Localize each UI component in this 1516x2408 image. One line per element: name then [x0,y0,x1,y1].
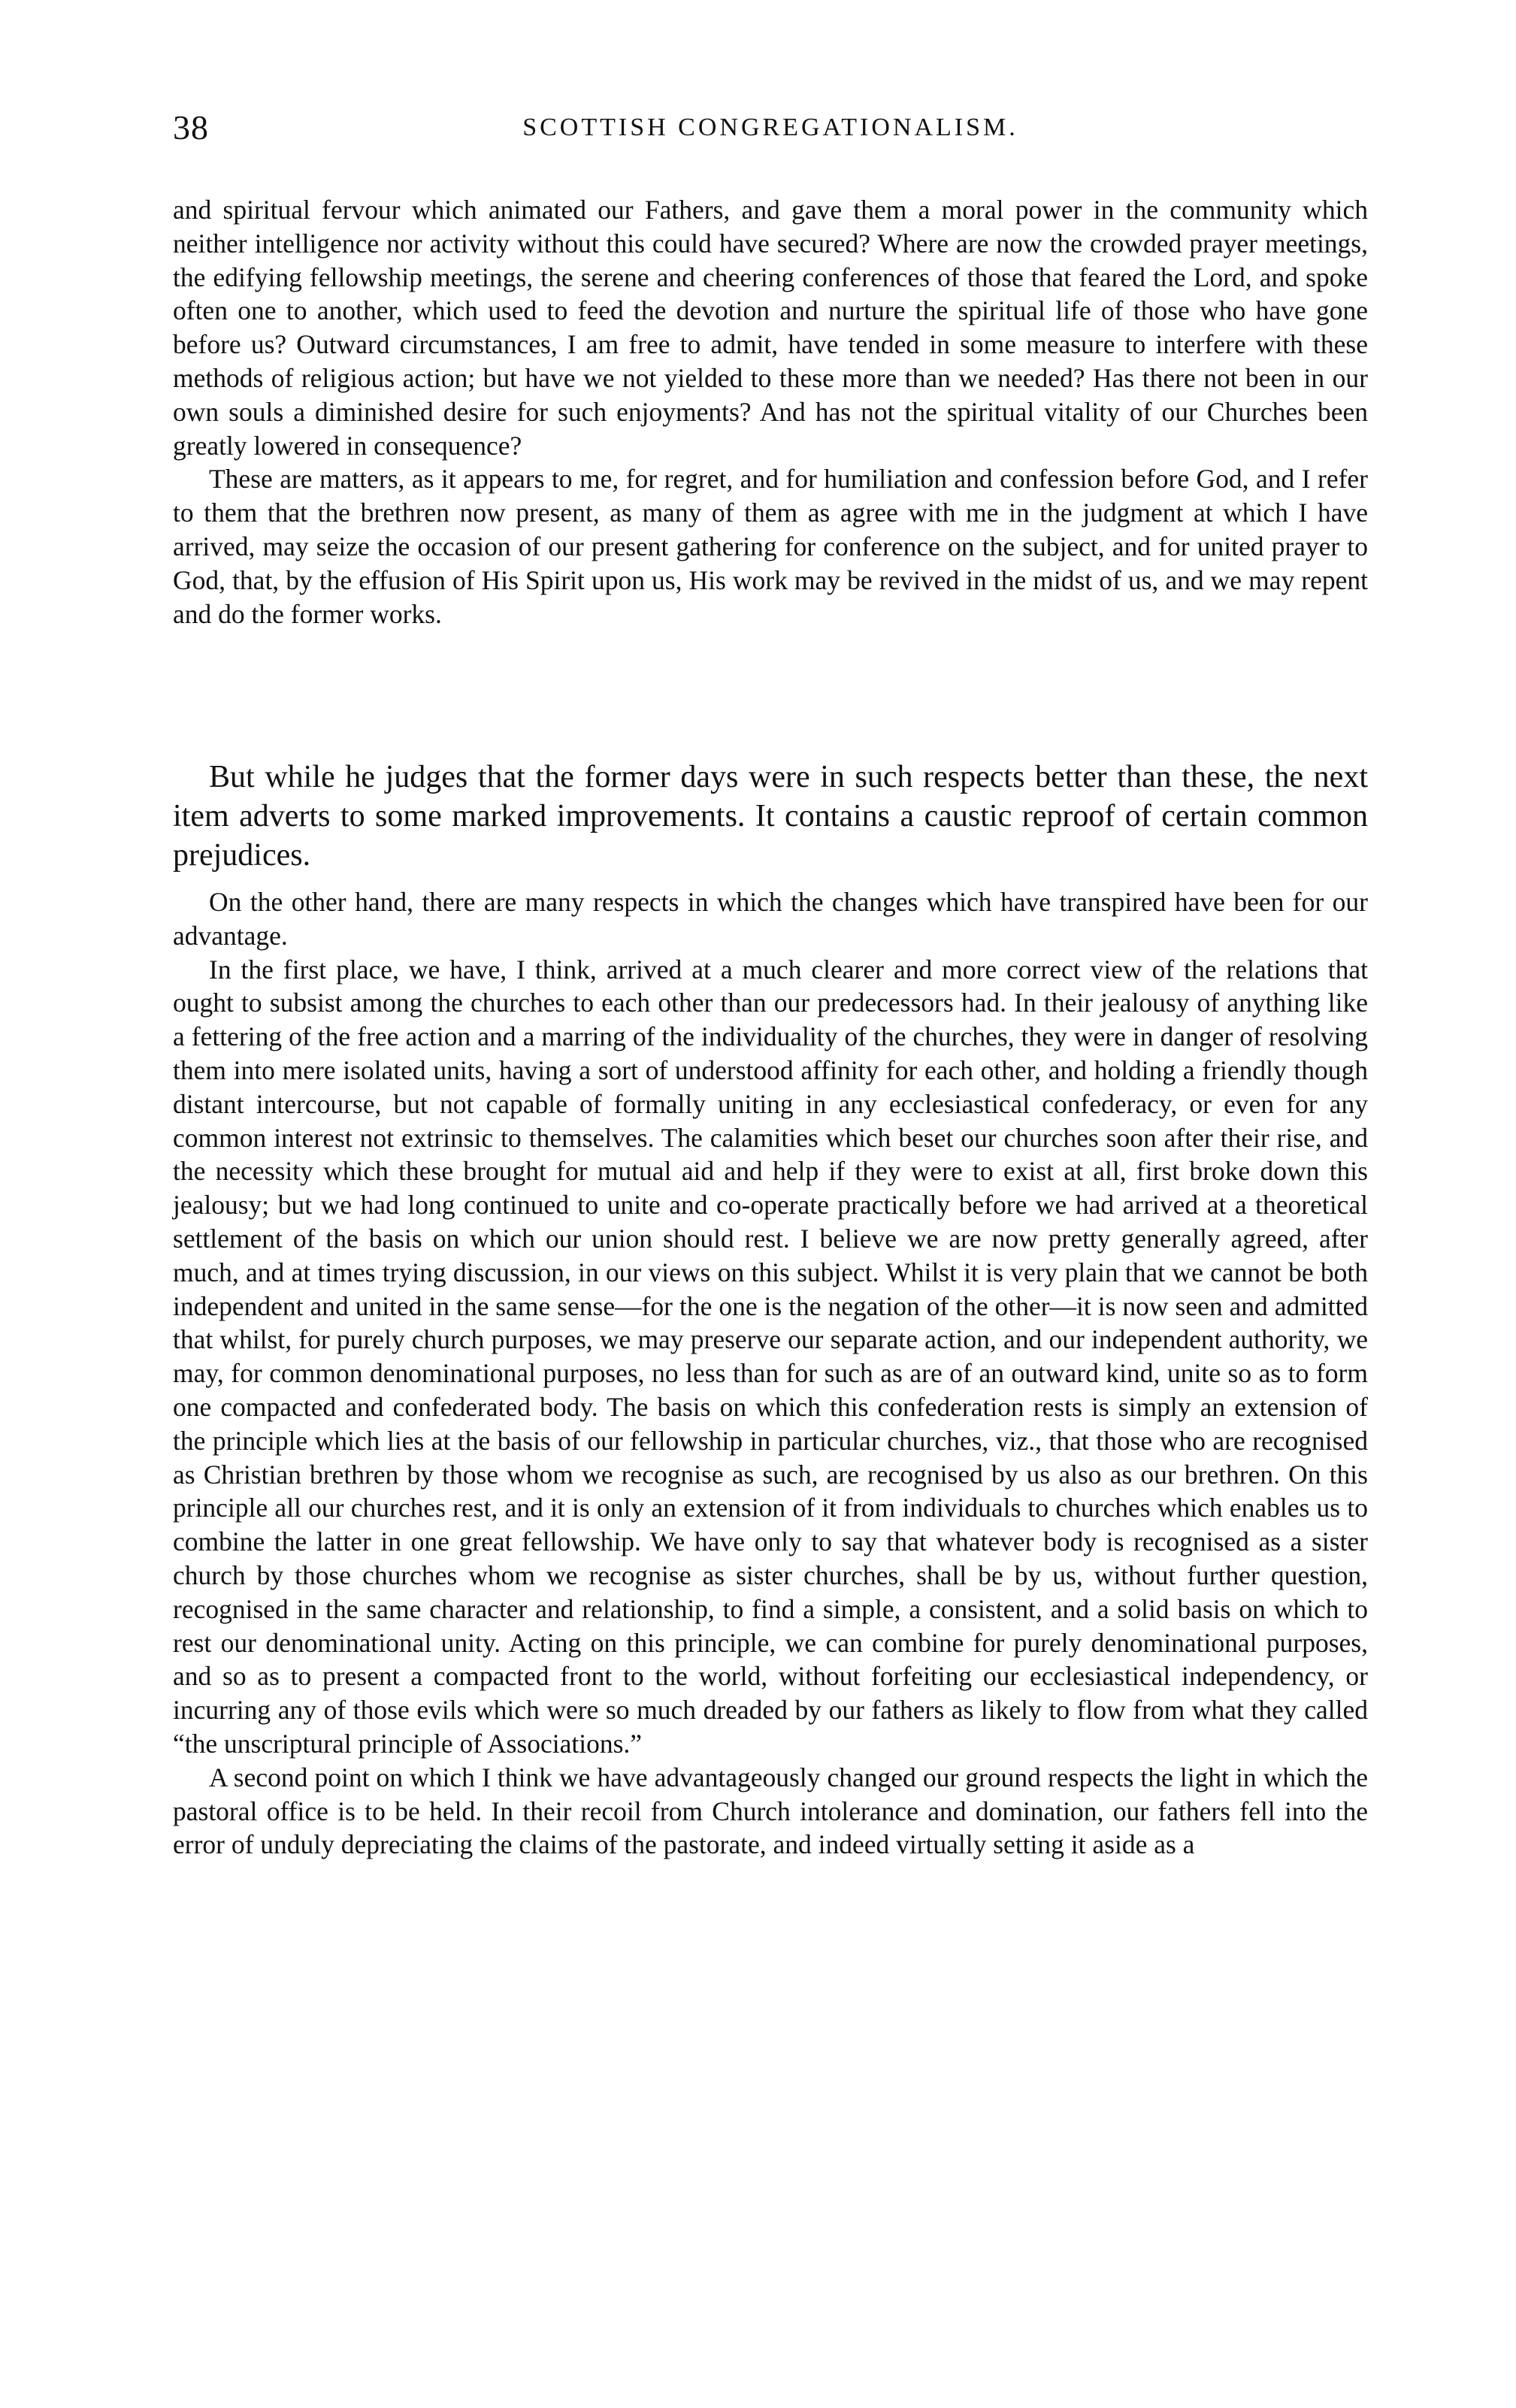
running-head: SCOTTISH CONGREGATIONALISM. [522,113,1018,141]
quote-paragraph: A second point on which I think we have advantageously changed our ground respects the light in which the pastoral office is to be held. In their recoil from Church intolerance and domination, our fathers fell into the error of unduly depreciating the claims of the pastorate, and indeed virtually setting it aside as a [173,1762,1368,1860]
quote-paragraph: and spiritual fervour which animated our Fathers, and gave them a moral power in the community which neither intelligence nor activity without this could have secured? Where are now the crowded prayer meetings, the edifying fellowship meetings, the serene and cheering conferences of those that feared the Lord, and spoke often one to another, which used to feed the devotion and nurture the spiritual life of those who have gone before us? Outward circumstances, I am free to admit, have tended in some measure to interfere with these methods of religious action; but have we not yielded to these more than we needed? Has there not been in our own souls a diminished desire for such enjoyments? And has not the spiritual vitality of our Churches been greatly lowered in consequence? [173,195,1368,461]
commentary-text: But while he judges that the former days were in such respects better than these, the next item adverts to some marked improvements. It contains a caustic reproof of certain common prejudices. [173,760,1368,873]
quoted-passage-1 [173,193,1368,631]
commentary-paragraph [173,758,1368,875]
quote-paragraph: On the other hand, there are many respects in which the changes which have transpired have been for our advantage. [173,887,1368,951]
quoted-passage-2 [173,885,1368,1862]
quote-paragraph: These are matters, as it appears to me, for regret, and for humiliation and confession before God, and I refer to them that the brethren now present, as many of them as agree with me in the judgment at which I have arrived, may seize the occasion of our present gathering for conference on the subject, and for united prayer to God, that, by the effusion of His Spirit upon us, His work may be revived in the midst of us, and we may repent and do the former works. [173,464,1368,629]
page-number: 38 [173,108,209,147]
page-header [173,105,1368,150]
quote-paragraph: In the first place, we have, I think, arrived at a much clearer and more correct view of the relations that ought to subsist among the churches to each other than our predecessors had. In their jealousy of anything like a fettering of the free action and a marring of the individuality of the churches, they were in danger of resolving them into mere isolated units, having a sort of understood affinity for each other, and holding a friendly though distant intercourse, but not capable of formally uniting in any ecclesiastical confederacy, or even for any common interest not extrinsic to themselves. The calamities which beset our churches soon after their rise, and the necessity which these brought for mutual aid and help if they were to exist at all, first broke down this jealousy; but we had long continued to unite and co-operate practically before we had arrived at a theoretical settlement of the basis on which our union should rest. I believe we are now pretty generally agreed, after much, and at times trying discussion, in our views on this subject. Whilst it is very plain that we cannot be both independent and united in the same sense—for the one is the negation of the other—it is now seen and admitted that whilst, for purely church purposes, we may preserve our separate action, and our independent authority, we may, for common denominational purposes, no less than for such as are of an outward kind, unite so as to form one compacted and confederated body. The basis on which this confederation rests is simply an extension of the principle which lies at the basis of our fellowship in particular churches, viz., that those who are recognised as Christian brethren by those whom we recognise as such, are recognised by us also as our brethren. On this principle all our churches rest, and it is only an extension of it from individuals to churches which enables us to combine the latter in one great fellowship. We have only to say that whatever body is recognised as a sister church by those churches whom we recognise as sister churches, shall be by us, without further question, recognised in the same character and relationship, to find a simple, a consistent, and a solid basis on which to rest our denominational unity. Acting on this principle, we can combine for purely denominational purposes, and so as to present a compacted front to the world, without forfeiting our ecclesiastical independency, or incurring any of those evils which were so much dreaded by our fathers as likely to flow from what they called “the unscriptural principle of Associations.” [173,954,1368,1759]
